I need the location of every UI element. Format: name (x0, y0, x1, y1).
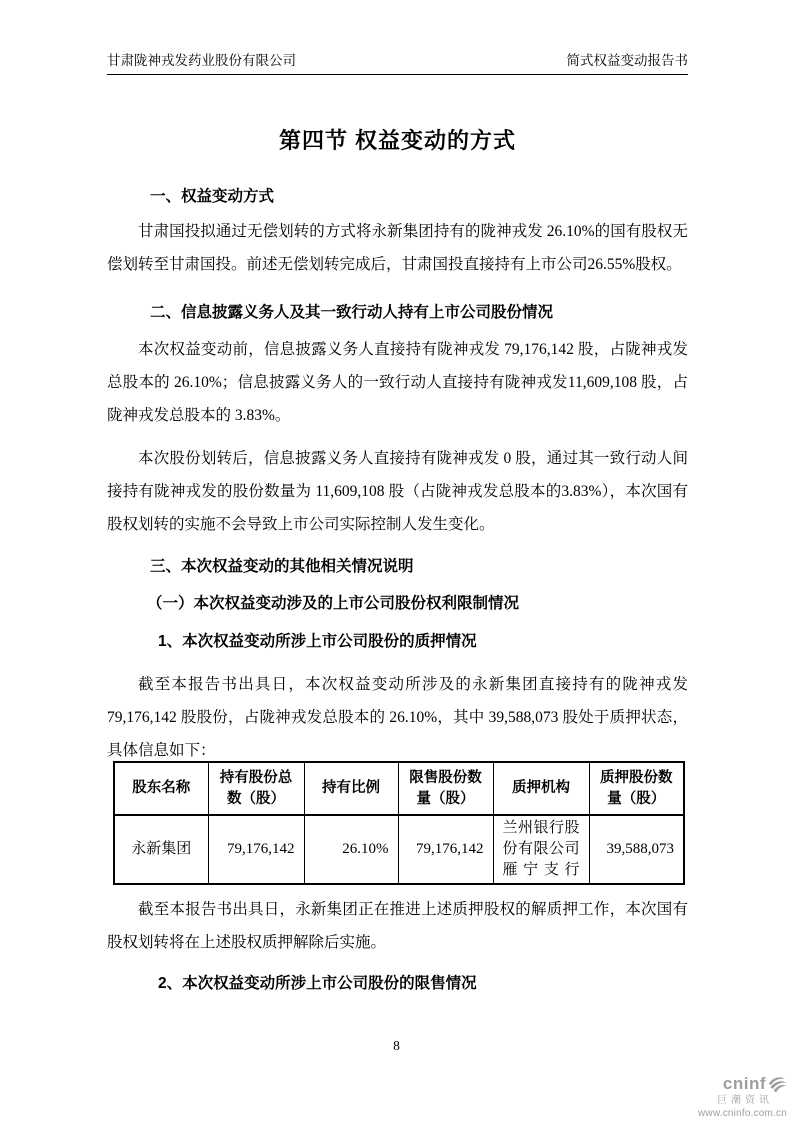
cninfo-watermark (637, 1074, 787, 1119)
pledge-detail-table (113, 761, 685, 885)
section-heading-3: 三、本次权益变动的其他相关情况说明 (150, 558, 414, 575)
subsection-heading-rights-restriction: （一）本次权益变动涉及的上市公司股份权利限制情况 (147, 595, 520, 612)
table-header-row (114, 762, 684, 815)
col-header-pledgee: 质押机构 (493, 762, 589, 815)
col-header-total-shares: 持有股份总数（股） (208, 762, 304, 815)
cell-holding-ratio: 26.10% (304, 815, 398, 884)
col-header-pledged-shares: 质押股份数量（股） (589, 762, 684, 815)
paragraph-holdings-after: 本次股份划转后，信息披露义务人直接持有陇神戎发 0 股，通过其一致行动人间接持有陇神戎发的股份数量为 11,609,108 股（占陇神戎发总股本的3.83%），本次国有股权划转的实施不会导致上市公司实际控制人发生变化。 (107, 450, 688, 533)
cell-shareholder: 永新集团 (114, 815, 208, 884)
header-company-name: 甘肃陇神戎发药业股份有限公司 (107, 53, 296, 68)
paragraph-pledge-intro: 截至本报告书出具日，本次权益变动所涉及的永新集团直接持有的陇神戎发79,176,142 股股份，占陇神戎发总股本的 26.10%，其中 39,588,073 股处于质押状态，具体信息如下： (107, 676, 688, 759)
col-header-restricted-shares: 限售股份数量（股） (398, 762, 493, 815)
col-header-holding-ratio: 持有比例 (304, 762, 398, 815)
col-header-shareholder: 股东名称 (114, 762, 208, 815)
header-doc-type: 简式权益变动报告书 (566, 53, 688, 68)
table-row (114, 815, 684, 884)
paragraph-holdings-before: 本次权益变动前，信息披露义务人直接持有陇神戎发 79,176,142 股，占陇神戎发总股本的 26.10%；信息披露义务人的一致行动人直接持有陇神戎发11,609,108 股，占陇神戎发总股本的 3.83%。 (107, 341, 688, 424)
running-header (107, 52, 688, 75)
cell-pledgee: 兰州银行股份有限公司雁宁支行 (493, 815, 589, 884)
cninfo-brand-text: cninf (722, 1074, 766, 1094)
paragraph-pledge-release: 截至本报告书出具日，永新集团正在推进上述质押股权的解质押工作，本次国有股权划转将在上述股权质押解除后实施。 (107, 901, 688, 951)
subsection-heading-lockup: 2、本次权益变动所涉上市公司股份的限售情况 (158, 975, 477, 992)
cninfo-swirl-icon (767, 1074, 787, 1094)
cell-restricted-shares: 79,176,142 (398, 815, 493, 884)
cell-total-shares: 79,176,142 (208, 815, 304, 884)
chapter-title: 第四节 权益变动的方式 (278, 128, 517, 153)
cell-pledged-shares: 39,588,073 (589, 815, 684, 884)
subsection-heading-pledge: 1、本次权益变动所涉上市公司股份的质押情况 (158, 633, 477, 650)
page-number: 8 (393, 1038, 400, 1053)
cninfo-url: www.cninfo.com.cn (698, 1107, 787, 1119)
section-heading-2: 二、信息披露义务人及其一致行动人持有上市公司股份情况 (150, 304, 554, 321)
section-heading-1: 一、权益变动方式 (150, 188, 275, 205)
cninfo-chinese-name: 巨潮资讯 (717, 1095, 773, 1106)
paragraph-transfer-method: 甘肃国投拟通过无偿划转的方式将永新集团持有的陇神戎发 26.10%的国有股权无偿划转至甘肃国投。前述无偿划转完成后，甘肃国投直接持有上市公司26.55%股权。 (107, 223, 688, 273)
